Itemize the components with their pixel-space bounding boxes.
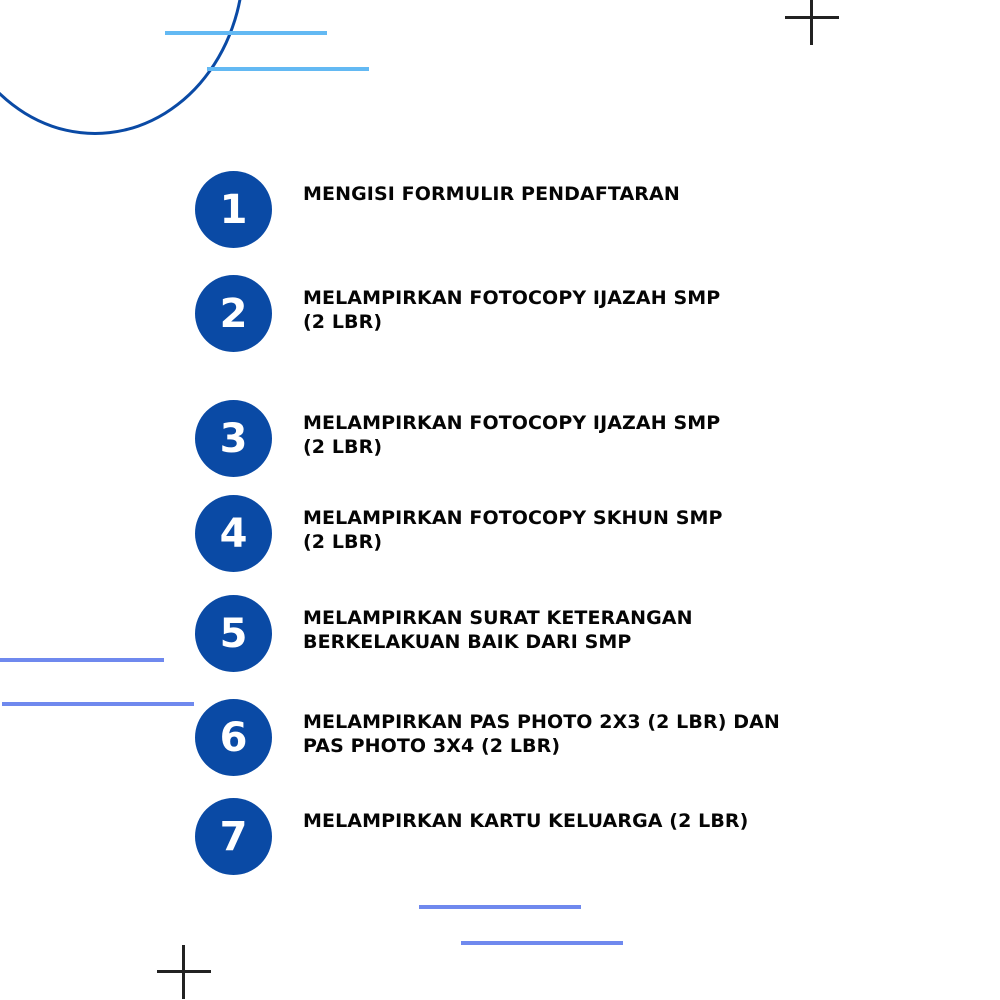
step-number-badge (195, 400, 272, 477)
step-number: 4 (219, 510, 248, 557)
step-item-4 (195, 495, 835, 573)
step-item-6 (195, 699, 835, 777)
step-text: MELAMPIRKAN KARTU KELUARGA (2 LBR) (303, 810, 749, 832)
step-text: MENGISI FORMULIR PENDAFTARAN (303, 183, 680, 205)
step-number-badge (195, 495, 272, 572)
step-text: MELAMPIRKAN FOTOCOPY IJAZAH SMP (2 LBR) (303, 412, 721, 458)
step-number-badge (195, 798, 272, 875)
step-number: 3 (219, 415, 248, 462)
decorative-line-left-1 (0, 658, 164, 662)
decorative-line-top-1 (165, 31, 327, 35)
step-number-badge (195, 699, 272, 776)
decorative-line-bottom-2 (461, 941, 623, 945)
step-number: 2 (219, 290, 248, 337)
step-text: MELAMPIRKAN FOTOCOPY IJAZAH SMP (2 LBR) (303, 287, 721, 333)
step-number-badge (195, 171, 272, 248)
step-number: 6 (219, 714, 248, 761)
step-item-3 (195, 400, 835, 478)
step-text: MELAMPIRKAN PAS PHOTO 2X3 (2 LBR) DAN PAS PHOTO 3X4 (2 LBR) (303, 711, 780, 757)
plus-icon-bottom-left (157, 945, 211, 999)
decorative-line-bottom-1 (419, 905, 581, 909)
step-number: 1 (219, 186, 248, 233)
step-item-5 (195, 595, 835, 673)
step-number: 7 (219, 813, 248, 860)
plus-icon-top-right (785, 0, 839, 45)
step-item-1 (195, 171, 835, 249)
step-text: MELAMPIRKAN FOTOCOPY SKHUN SMP (2 LBR) (303, 507, 723, 553)
step-number-badge (195, 275, 272, 352)
decorative-line-left-2 (2, 702, 194, 706)
step-item-7 (195, 798, 835, 876)
step-item-2 (195, 275, 835, 353)
step-text: MELAMPIRKAN SURAT KETERANGAN BERKELAKUAN BAIK DARI SMP (303, 607, 693, 653)
step-number-badge (195, 595, 272, 672)
step-number: 5 (219, 610, 248, 657)
decorative-line-top-2 (207, 67, 369, 71)
